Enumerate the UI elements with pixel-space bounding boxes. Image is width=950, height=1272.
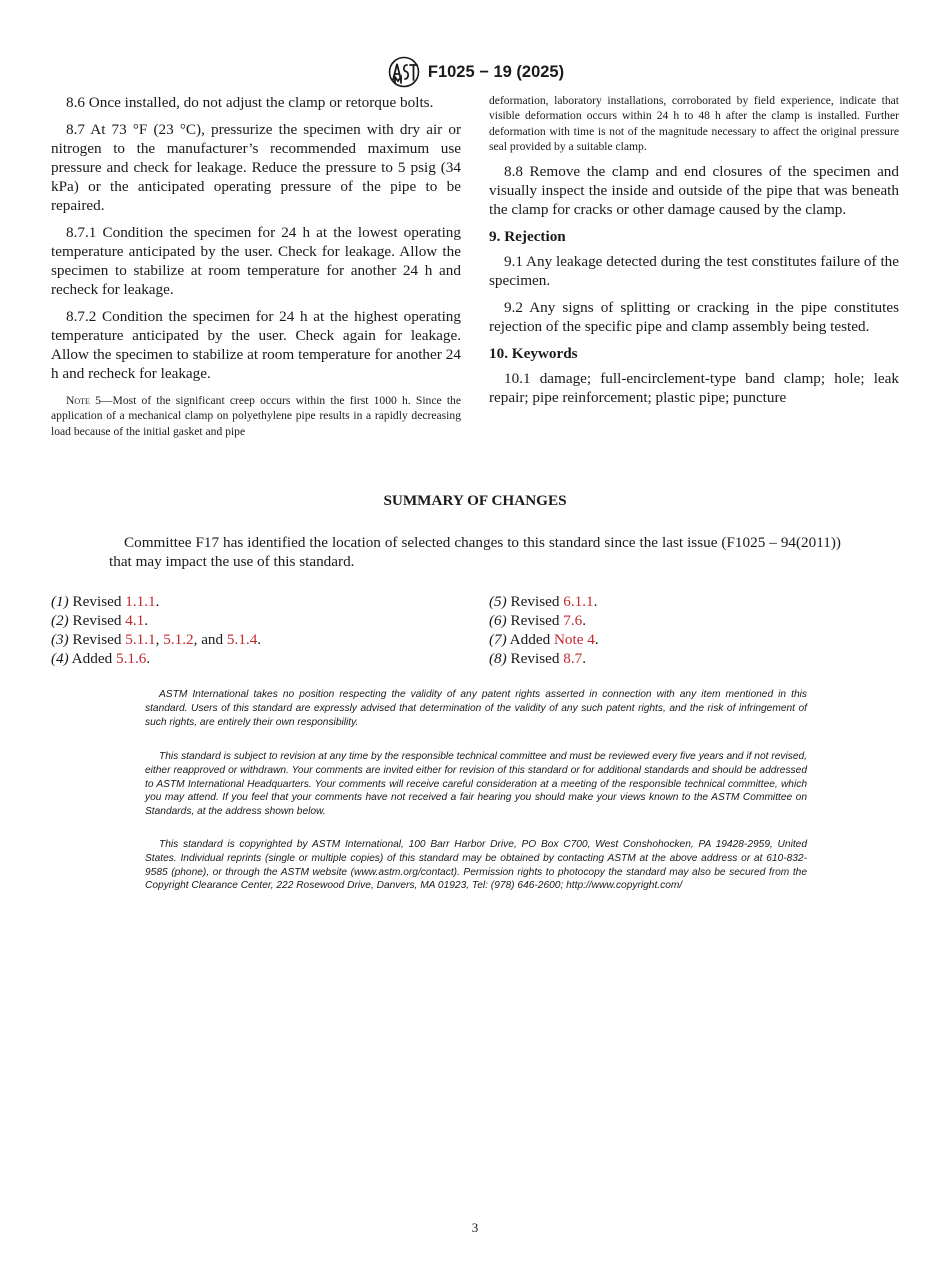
note-link[interactable]: Note 4 [553,631,595,648]
summary-intro: Committee F17 has identified the location of selected changes to this standard since the last issue (F1025 – 94(2011)) that may impact the use of this standard. [109,534,841,570]
section-link[interactable]: 5.1.6 [115,650,147,667]
section-9-heading: 9. Rejection [489,228,566,246]
note-5-continued: deformation, laboratory installations, corroborated by field experience, indicate that visible deformation occurs within 24 h to 48 h after the clamp is installed. Further deformation with time is not of the magnitude necessary to affect the original pressure seal provided by a suitable clamp. [489,94,899,153]
section-10-1: 10.1 damage; full-encirclement-type band clamp; hole; leak repair; pipe reinforcement; plastic pipe; puncture [489,370,899,407]
note-5-text: 5—Most of the significant creep occurs within the first 1000 h. Since the application of a mechanical clamp on polyethylene pipe results in a rapidly decreasing load because of the initial gasket and pipe [51,394,461,438]
change-item: (2) Revised 4.1. [51,612,149,629]
note-label: Note [66,394,90,407]
section-link[interactable]: 1.1.1 [125,593,156,610]
change-item: (4) Added 5.1.6. [51,650,151,667]
section-link[interactable]: 7.6 [563,612,583,629]
changes-list-left [51,592,261,668]
patent-disclaimer: ASTM International takes no position respecting the validity of any patent rights asserted in connection with any item mentioned in this standard. Users of this standard are expressly advised that determination of the validity of any such patent rights, and the risk of infringement of such rights, are entirely their own responsibility. [145,689,807,728]
change-item: (3) Revised 5.1.1, 5.1.2, and 5.1.4. [51,631,262,648]
change-item: (5) Revised 6.1.1. [489,593,598,610]
astm-logo-icon [386,56,422,88]
standard-designation: F1025 − 19 (2025) [427,62,565,81]
section-8-8: 8.8 Remove the clamp and end closures of the specimen and visually inspect the inside and outside of the pipe that was beneath the clamp for cracks or other damage caused by the clamp. [489,163,899,219]
page-header [0,56,950,88]
section-link[interactable]: 8.7 [563,650,583,667]
change-item: (6) Revised 7.6. [489,612,587,629]
note-5 [51,393,461,439]
section-9-2: 9.2 Any signs of splitting or cracking in the pipe constitutes rejection of the specific pipe and clamp assembly being tested. [489,299,899,336]
section-link[interactable]: 4.1 [125,612,145,629]
section-9-1: 9.1 Any leakage detected during the test constitutes failure of the specimen. [489,253,899,290]
section-8-6: 8.6 Once installed, do not adjust the clamp or retorque bolts. [66,94,434,111]
section-link[interactable]: 5.1.2 [163,631,194,648]
change-item: (8) Revised 8.7. [489,650,587,667]
section-8-7-1: 8.7.1 Condition the specimen for 24 h at the lowest operating temperature anticipated by the user. Check for leakage. Allow the specimen to stabilize at room temperature for another 24 h and recheck for leakage. [51,224,461,298]
section-10-heading: 10. Keywords [489,345,578,363]
section-link[interactable]: 5.1.1 [125,631,156,648]
section-8-7-2: 8.7.2 Condition the specimen for 24 h at the highest operating temperature anticipated by the user. Check again for leakage. Allow the specimen to stabilize at room temperature for another 24 h and recheck for leakage. [51,308,461,382]
changes-list-right [489,592,599,668]
change-item: (1) Revised 1.1.1. [51,593,160,610]
summary-title: SUMMARY OF CHANGES [383,492,567,509]
left-column [51,93,461,439]
right-column [489,93,899,415]
copyright-notice: This standard is copyrighted by ASTM International, 100 Barr Harbor Drive, PO Box C700, West Conshohocken, PA 19428-2959, United States. Individual reprints (single or multiple copies) of this standard may be obtained by contacting ASTM at the above address or at 610-832-9585 (phone), or through the ASTM website (www.astm.org/contact). Permission rights to photocopy the standard may also be secured from the Copyright Clearance Center, 222 Rosewood Drive, Danvers, MA 01923, Tel: (978) 646-2600; http://www.copyright.com/ [145,839,807,892]
section-8-7: 8.7 At 73 °F (23 °C), pressurize the specimen with dry air or nitrogen to the manufacturer’s recommended maximum use pressure and check for leakage. Reduce the pressure to 5 psig (34 kPa) or the anticipated operating pressure of the pipe to be repaired. [51,121,461,214]
revision-notice: This standard is subject to revision at any time by the responsible technical committee and must be reviewed every five years and if not revised, either reapproved or withdrawn. Your comments are invited either for revision of this standard or for additional standards and should be addressed to ASTM International Headquarters. Your comments will receive careful consideration at a meeting of the responsible technical committee, which you may attend. If you feel that your comments have not received a fair hearing you should make your views known to the ASTM Committee on Standards, at the address shown below. [145,751,807,818]
change-item: (7) Added Note 4. [489,631,599,648]
section-link[interactable]: 5.1.4 [226,631,258,648]
section-link[interactable]: 6.1.1 [563,593,594,610]
page-number: 3 [471,1220,479,1235]
